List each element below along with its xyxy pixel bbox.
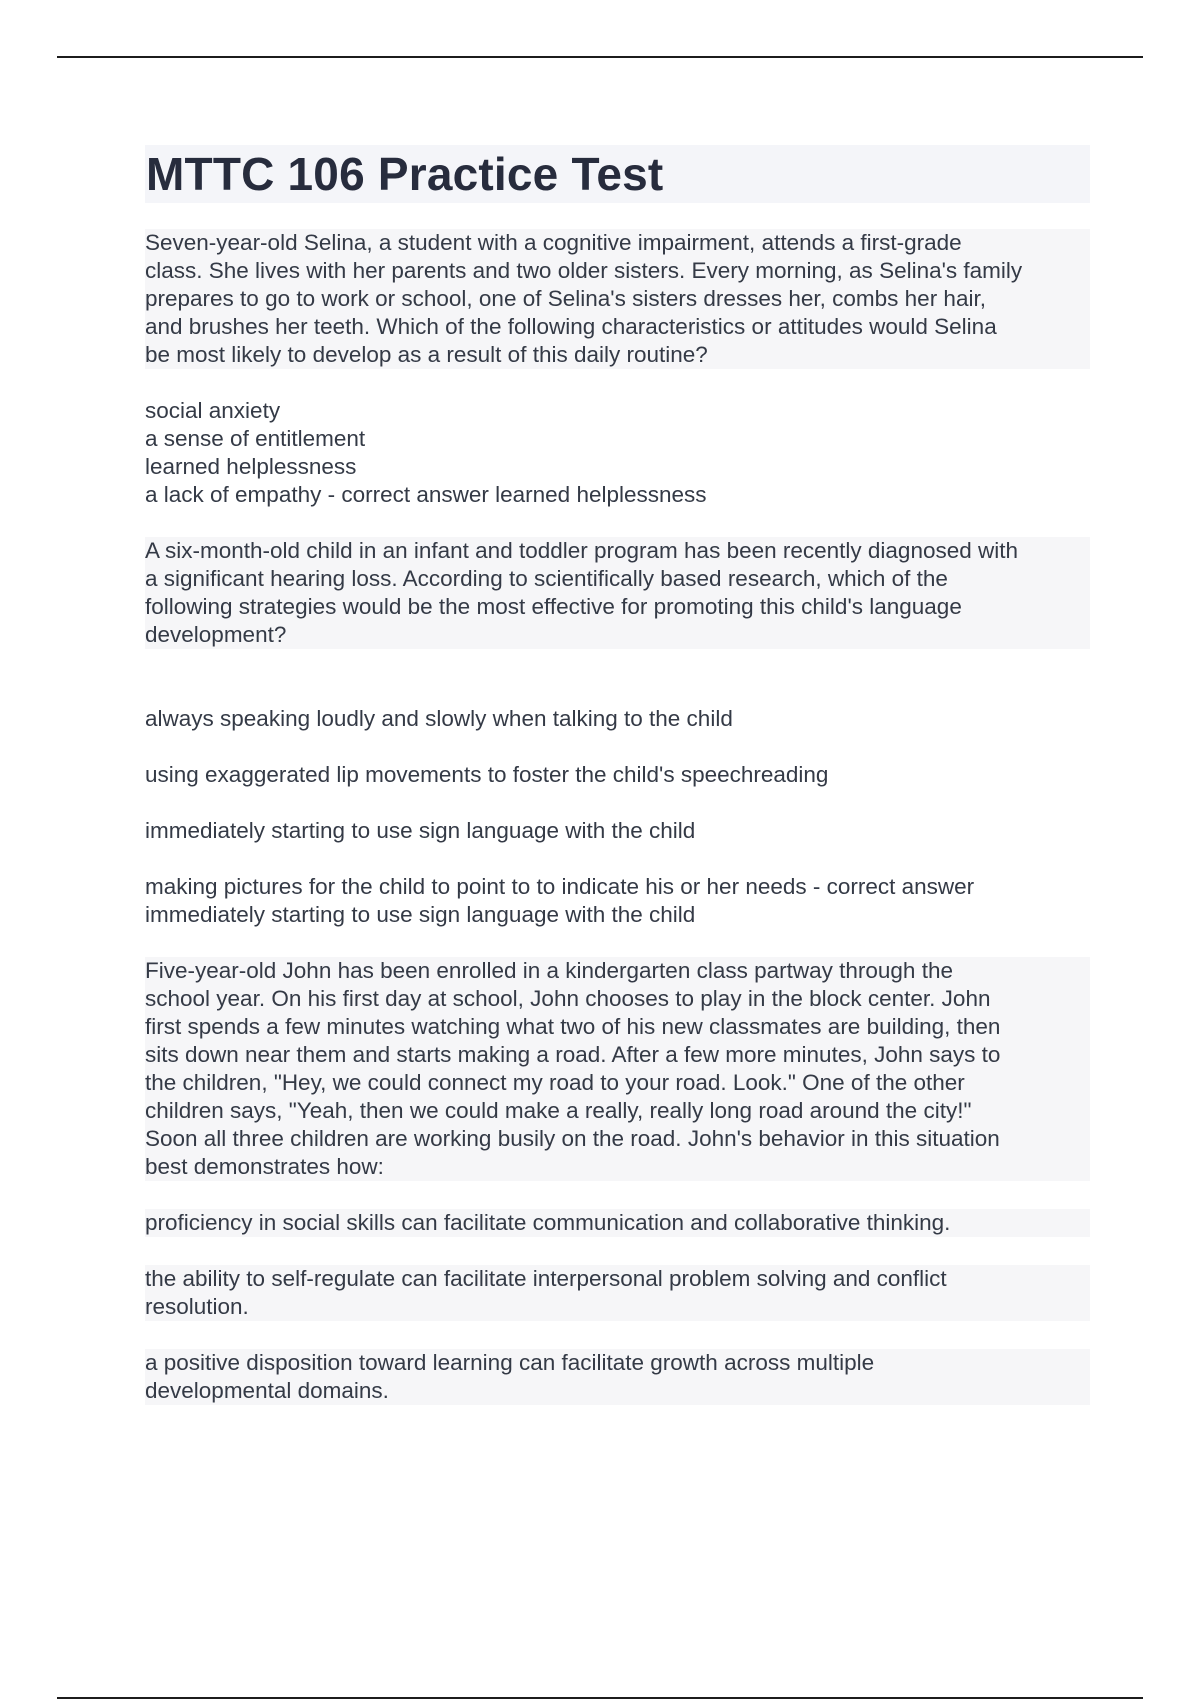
header-rule — [57, 56, 1143, 58]
question-2-stem-line: following strategies would be the most effective for promoting this child's language — [145, 593, 1090, 621]
answer-line: immediately starting to use sign language with the child — [145, 902, 696, 927]
question-3-stem-line: first spends a few minutes watching what two of his new classmates are building, then — [145, 1013, 1090, 1041]
question-1-stem-line: and brushes her teeth. Which of the following characteristics or attitudes would Selina — [145, 313, 1090, 341]
question-3-stem-line: sits down near them and starts making a road. After a few more minutes, John says to — [145, 1041, 1090, 1069]
page-title: MTTC 106 Practice Test — [146, 148, 664, 200]
option-line: always speaking loudly and slowly when talking to the child — [145, 706, 733, 731]
option-line: a positive disposition toward learning can facilitate growth across multiple — [145, 1349, 1090, 1377]
question-1-option: a sense of entitlement — [145, 426, 366, 451]
question-3-option-1 — [145, 1209, 1090, 1237]
question-2-stem-line: A six-month-old child in an infant and toddler program has been recently diagnosed with — [145, 537, 1090, 565]
option-line: making pictures for the child to point to to indicate his or her needs - correct answer — [145, 874, 975, 899]
question-2-option-4 — [145, 873, 1090, 929]
option-line: developmental domains. — [145, 1377, 1090, 1405]
question-1-stem-line: Seven-year-old Selina, a student with a cognitive impairment, attends a first-grade — [145, 229, 1090, 257]
option-line: the ability to self-regulate can facilitate interpersonal problem solving and conflict — [145, 1265, 1090, 1293]
question-3-stem-line: Soon all three children are working busily on the road. John's behavior in this situation — [145, 1125, 1090, 1153]
question-1-option: learned helplessness — [145, 454, 357, 479]
document-body — [145, 145, 1090, 1433]
option-line: using exaggerated lip movements to foster the child's speechreading — [145, 762, 829, 787]
question-2-stem-line: development? — [145, 621, 1090, 649]
question-3-stem-line: the children, "Hey, we could connect my road to your road. Look." One of the other — [145, 1069, 1090, 1097]
question-3-stem-line: school year. On his first day at school, John chooses to play in the block center. John — [145, 985, 1090, 1013]
question-3-option-3 — [145, 1349, 1090, 1405]
question-3-stem-line: children says, "Yeah, then we could make a really, really long road around the city!" — [145, 1097, 1090, 1125]
question-3-stem-line: best demonstrates how: — [145, 1153, 1090, 1181]
question-3-stem — [145, 957, 1090, 1181]
question-2-option-3 — [145, 817, 1090, 845]
question-1-stem-line: prepares to go to work or school, one of Selina's sisters dresses her, combs her hair, — [145, 285, 1090, 313]
option-line: proficiency in social skills can facilitate communication and collaborative thinking. — [145, 1209, 1090, 1237]
question-2-stem — [145, 537, 1090, 649]
spacer — [145, 677, 1090, 705]
question-1-stem-line: class. She lives with her parents and two older sisters. Every morning, as Selina's family — [145, 257, 1090, 285]
question-2-stem-line: a significant hearing loss. According to scientifically based research, which of the — [145, 565, 1090, 593]
question-1-answer-line: a lack of empathy - correct answer learned helplessness — [145, 482, 707, 507]
question-3-stem-line: Five-year-old John has been enrolled in a kindergarten class partway through the — [145, 957, 1090, 985]
footer-rule — [57, 1697, 1143, 1699]
question-1-options — [145, 397, 1090, 509]
question-1-stem — [145, 229, 1090, 369]
question-1-option: social anxiety — [145, 398, 281, 423]
question-2-option-2 — [145, 761, 1090, 789]
option-line: immediately starting to use sign language with the child — [145, 818, 696, 843]
title-bar — [145, 145, 1090, 203]
question-1-stem-line: be most likely to develop as a result of this daily routine? — [145, 341, 1090, 369]
question-3-option-2 — [145, 1265, 1090, 1321]
option-line: resolution. — [145, 1293, 1090, 1321]
question-2-option-1 — [145, 705, 1090, 733]
